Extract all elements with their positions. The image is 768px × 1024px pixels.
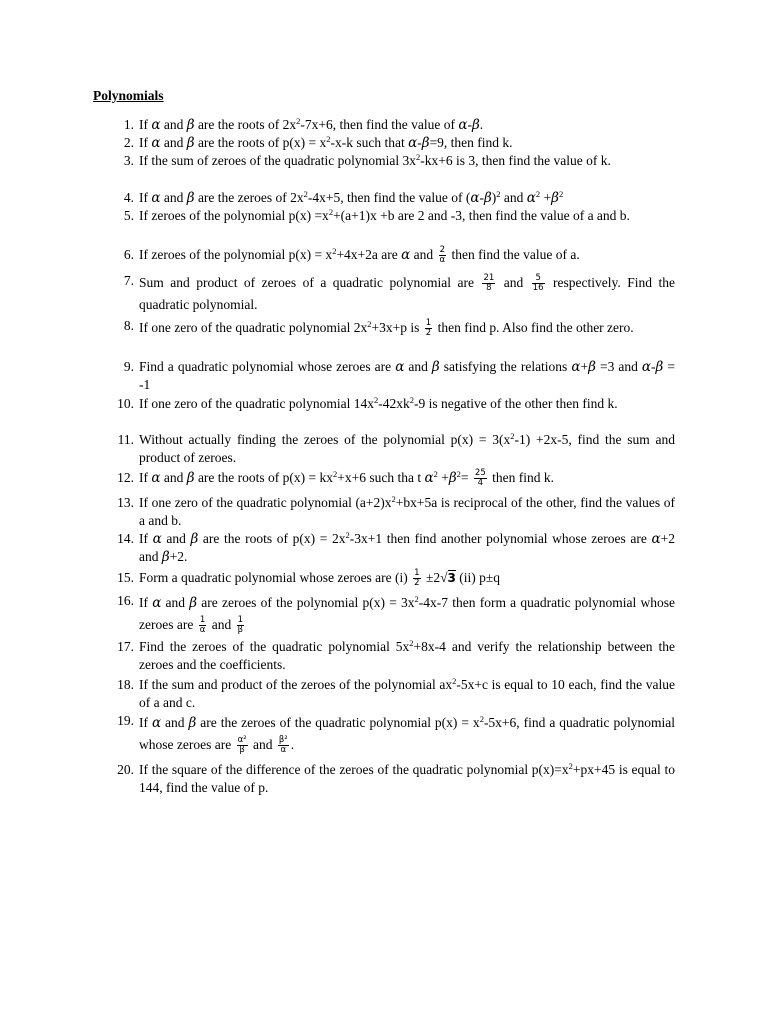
question-number: 20. — [117, 762, 134, 777]
fraction: $\frac{1}{\alpha}$ — [199, 615, 206, 636]
question-text: If zeroes of the polynomial $p(x) = x^2+4x+2a$ are α and $\frac{2}{\alpha}$ then find the value of a. — [139, 245, 580, 266]
fraction: $\frac{25}{4}$ — [474, 468, 486, 489]
question-number: 11. — [117, 432, 134, 447]
question-number: 15. — [117, 570, 134, 585]
question-text: If α and β are the roots of $p(x) = x^2-x-k$ such that α-β=9, then find k. — [139, 134, 513, 151]
question-number: 8. — [123, 318, 134, 333]
question-text: If α and β are zeroes of the polynomial $p(x) = 3x^2-4x-7$ then form a quadratic polynomial whose zeroes are $\frac{1}{\alpha}$ and $\frac{1}{\beta}$ — [139, 594, 675, 636]
question-number: 7. — [123, 273, 134, 288]
question-number: 12. — [117, 470, 134, 485]
question-text: If the sum and product of the zeroes of the polynomial $ax^2-5x+c$ is equal to 10 each, find the value of a and c. — [139, 676, 675, 710]
question-number: 18. — [117, 677, 134, 692]
question-text: If α and β are the roots of $2x^2-7x+6$, then find the value of α-β. — [139, 116, 484, 133]
page-title: Polynomials — [93, 88, 164, 103]
question-text: If one zero of the quadratic polynomial $(a+2)x^2+bx+5a$ is reciprocal of the other, find the values of a and b. — [139, 494, 676, 528]
question-number: 6. — [123, 247, 134, 262]
fraction: $\frac{\text{α²}}{\beta}$ — [237, 735, 247, 756]
question-text: If one zero of the quadratic polynomial $14x^2-42xk^2-9$ is negative of the other then find k. — [139, 395, 618, 411]
question-number: 10. — [117, 396, 134, 411]
question-number: 13. — [117, 495, 134, 510]
question-text: If zeroes of the polynomial $p(x) =x^2+(a+1)x +b$ are 2 and -3, then find the value of a and b. — [139, 207, 630, 223]
question-number: 9. — [123, 359, 134, 374]
fraction: $\frac{\text{β²}}{\alpha}$ — [278, 735, 288, 756]
question-number: 4. — [123, 190, 134, 205]
question-text: Find the zeroes of the quadratic polynomial $5x^2+8x-4$ and verify the relationship between the zeroes and the coefficients. — [139, 638, 675, 672]
question-number: 2. — [123, 135, 134, 150]
question-text: Sum and product of zeroes of a quadratic polynomial are $\frac{21}{8}$ and $\frac{5}{16}$ respectively. Find the quadratic polynomial. — [139, 273, 675, 312]
fraction: $\frac{1}{\beta}$ — [237, 615, 244, 636]
question-number: 3. — [123, 153, 134, 168]
question-text: Find a quadratic polynomial whose zeroes are α and β satisfying the relations α+β =3 and α-β = -1 — [139, 359, 675, 392]
question-text: Form a quadratic polynomial whose zeroes are (i) $\frac{1}{2}$ ±2√3 (ii) p±q — [139, 568, 501, 589]
question-number: 1. — [123, 117, 134, 132]
question-text: If α and β are the zeroes of the quadratic polynomial $p(x) = x^2-5x+6$, find a quadratic polynomial whose zeroes are $\frac{\text{α²}}{\beta}$ and $\frac{\text{β²}}{\alpha}$ . — [139, 714, 675, 756]
question-number: 5. — [123, 208, 134, 223]
question-number: 14. — [117, 531, 134, 546]
fraction: $\frac{1}{2}$ — [414, 568, 420, 589]
fraction: $\frac{2}{\alpha}$ — [439, 245, 446, 266]
fraction: $\frac{5}{16}$ — [532, 273, 544, 294]
fraction: $\frac{1}{2}$ — [425, 318, 432, 339]
question-text: Without actually finding the zeroes of the polynomial $p(x) = 3(x^2-1) +2x-5$, find the sum and product of zeroes. — [139, 431, 675, 465]
question-number: 16. — [117, 593, 134, 608]
question-text: If the sum of zeroes of the quadratic polynomial $3x^2-kx+6$ is 3, then find the value of k. — [139, 152, 611, 168]
question-text: If α and β are the zeroes of $2x^2-4x+5$, then find the value of $(\alpha-\beta)^2$ and $\alpha^2 +\beta^2$ — [139, 189, 564, 206]
question-number: 19. — [117, 713, 134, 728]
question-text: If α and β are the roots of $p(x) = kx^2+x+6$ such tha t $\alpha^2 +\beta^2=$ $\frac{25}{4}$ then find k. — [139, 468, 554, 489]
question-text: If the square of the difference of the zeroes of the quadratic polynomial $p(x)=x^2+px+45$ is equal to 144, find the value of p. — [139, 761, 675, 795]
question-number: 17. — [117, 639, 134, 654]
question-text: If one zero of the quadratic polynomial $2x^2+3x+p$ is $\frac{1}{2}$ then find p. Also find the other zero. — [139, 318, 634, 339]
fraction: $\frac{21}{8}$ — [483, 273, 495, 294]
question-text: If α and β are the roots of $p(x) = 2x^2-3x+1$ then find another polynomial whose zeroes are α+2 and β+2. — [139, 530, 676, 565]
